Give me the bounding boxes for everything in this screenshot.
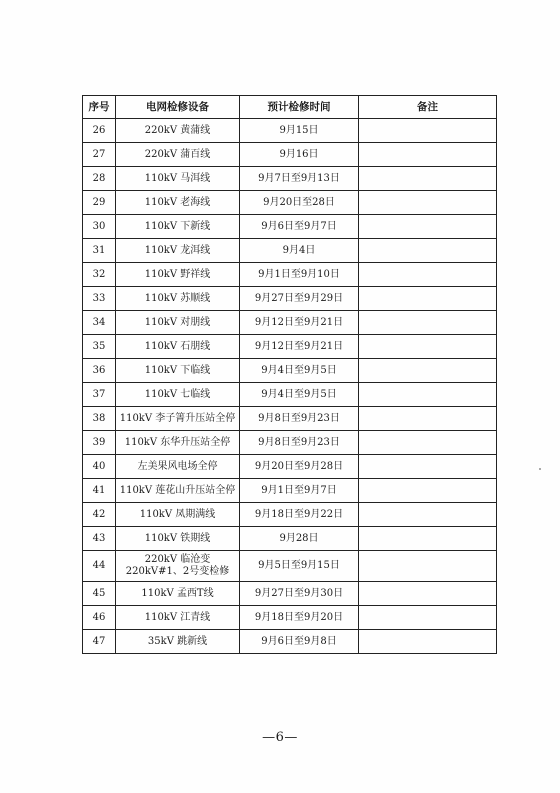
cell-serial-number: 44 bbox=[83, 551, 116, 582]
cell-serial-number: 38 bbox=[83, 407, 116, 431]
cell-remarks bbox=[359, 263, 497, 287]
cell-serial-number: 29 bbox=[83, 191, 116, 215]
table-row bbox=[83, 455, 497, 479]
cell-device: 110kV 野祥线 bbox=[116, 263, 240, 287]
table-row bbox=[83, 479, 497, 503]
cell-remarks bbox=[359, 407, 497, 431]
cell-remarks bbox=[359, 479, 497, 503]
table-row bbox=[83, 551, 497, 582]
table-body bbox=[83, 119, 497, 654]
cell-device: 110kV 江青线 bbox=[116, 606, 240, 630]
cell-remarks bbox=[359, 119, 497, 143]
cell-remarks bbox=[359, 143, 497, 167]
table-row bbox=[83, 630, 497, 654]
cell-maintenance-time: 9月12日至9月21日 bbox=[240, 311, 359, 335]
cell-maintenance-time: 9月8日至9月23日 bbox=[240, 431, 359, 455]
cell-device: 110kV 铁期线 bbox=[116, 527, 240, 551]
cell-maintenance-time: 9月4日至9月5日 bbox=[240, 383, 359, 407]
cell-device: 110kV 下临线 bbox=[116, 359, 240, 383]
table-row bbox=[83, 143, 497, 167]
cell-maintenance-time: 9月27日至9月30日 bbox=[240, 582, 359, 606]
table-row bbox=[83, 239, 497, 263]
cell-remarks bbox=[359, 167, 497, 191]
cell-device: 110kV 东华升压站全停 bbox=[116, 431, 240, 455]
cell-device: 110kV 李子箐升压站全停 bbox=[116, 407, 240, 431]
table-row bbox=[83, 119, 497, 143]
cell-device: 110kV 对朋线 bbox=[116, 311, 240, 335]
cell-maintenance-time: 9月15日 bbox=[240, 119, 359, 143]
cell-maintenance-time: 9月20日至9月28日 bbox=[240, 455, 359, 479]
cell-maintenance-time: 9月18日至9月20日 bbox=[240, 606, 359, 630]
cell-maintenance-time: 9月1日至9月10日 bbox=[240, 263, 359, 287]
cell-device: 110kV 苏顺线 bbox=[116, 287, 240, 311]
page-number: —6— bbox=[262, 730, 298, 745]
header-remarks: 备注 bbox=[359, 96, 497, 119]
cell-remarks bbox=[359, 503, 497, 527]
cell-serial-number: 40 bbox=[83, 455, 116, 479]
cell-maintenance-time: 9月8日至9月23日 bbox=[240, 407, 359, 431]
cell-device: 110kV 莲花山升压站全停 bbox=[116, 479, 240, 503]
cell-remarks bbox=[359, 311, 497, 335]
cell-remarks bbox=[359, 455, 497, 479]
cell-remarks bbox=[359, 287, 497, 311]
cell-maintenance-time: 9月18日至9月22日 bbox=[240, 503, 359, 527]
cell-serial-number: 47 bbox=[83, 630, 116, 654]
cell-device: 110kV 下新线 bbox=[116, 215, 240, 239]
cell-serial-number: 30 bbox=[83, 215, 116, 239]
table-row bbox=[83, 191, 497, 215]
cell-maintenance-time: 9月27日至9月29日 bbox=[240, 287, 359, 311]
cell-serial-number: 42 bbox=[83, 503, 116, 527]
cell-maintenance-time: 9月20日至28日 bbox=[240, 191, 359, 215]
cell-serial-number: 27 bbox=[83, 143, 116, 167]
cell-remarks bbox=[359, 431, 497, 455]
table-header bbox=[83, 96, 497, 119]
maintenance-schedule-table bbox=[82, 95, 497, 654]
cell-device: 110kV 孟西T线 bbox=[116, 582, 240, 606]
cell-maintenance-time: 9月16日 bbox=[240, 143, 359, 167]
cell-serial-number: 41 bbox=[83, 479, 116, 503]
cell-device: 110kV 马洱线 bbox=[116, 167, 240, 191]
cell-maintenance-time: 9月28日 bbox=[240, 527, 359, 551]
table-row bbox=[83, 167, 497, 191]
scan-speck bbox=[539, 468, 541, 470]
cell-serial-number: 46 bbox=[83, 606, 116, 630]
table-row bbox=[83, 359, 497, 383]
cell-remarks bbox=[359, 191, 497, 215]
cell-device: 110kV 龙洱线 bbox=[116, 239, 240, 263]
table-row bbox=[83, 527, 497, 551]
cell-device: 左美果风电场全停 bbox=[116, 455, 240, 479]
cell-maintenance-time: 9月6日至9月8日 bbox=[240, 630, 359, 654]
cell-maintenance-time: 9月5日至9月15日 bbox=[240, 551, 359, 582]
cell-maintenance-time: 9月4日至9月5日 bbox=[240, 359, 359, 383]
cell-remarks bbox=[359, 551, 497, 582]
table-row bbox=[83, 407, 497, 431]
cell-device: 35kV 跳新线 bbox=[116, 630, 240, 654]
cell-device: 110kV 凤期满线 bbox=[116, 503, 240, 527]
cell-serial-number: 35 bbox=[83, 335, 116, 359]
cell-device: 110kV 石朋线 bbox=[116, 335, 240, 359]
table-row bbox=[83, 335, 497, 359]
cell-remarks bbox=[359, 527, 497, 551]
cell-maintenance-time: 9月12日至9月21日 bbox=[240, 335, 359, 359]
cell-device: 110kV 老海线 bbox=[116, 191, 240, 215]
table-row bbox=[83, 606, 497, 630]
cell-remarks bbox=[359, 383, 497, 407]
cell-remarks bbox=[359, 335, 497, 359]
cell-remarks bbox=[359, 582, 497, 606]
table-row bbox=[83, 311, 497, 335]
cell-serial-number: 36 bbox=[83, 359, 116, 383]
table-row bbox=[83, 263, 497, 287]
cell-serial-number: 45 bbox=[83, 582, 116, 606]
header-device: 电网检修设备 bbox=[116, 96, 240, 119]
cell-maintenance-time: 9月6日至9月7日 bbox=[240, 215, 359, 239]
cell-device: 220kV 蒲百线 bbox=[116, 143, 240, 167]
cell-serial-number: 37 bbox=[83, 383, 116, 407]
table-row bbox=[83, 287, 497, 311]
cell-maintenance-time: 9月4日 bbox=[240, 239, 359, 263]
cell-remarks bbox=[359, 630, 497, 654]
cell-serial-number: 33 bbox=[83, 287, 116, 311]
cell-maintenance-time: 9月1日至9月7日 bbox=[240, 479, 359, 503]
cell-device: 220kV 黄蒲线 bbox=[116, 119, 240, 143]
cell-device: 220kV 临沧变 220kV#1、2号变检修 bbox=[116, 551, 240, 582]
cell-serial-number: 39 bbox=[83, 431, 116, 455]
table-row bbox=[83, 503, 497, 527]
cell-device: 110kV 七临线 bbox=[116, 383, 240, 407]
cell-serial-number: 43 bbox=[83, 527, 116, 551]
table-row bbox=[83, 431, 497, 455]
cell-remarks bbox=[359, 239, 497, 263]
cell-remarks bbox=[359, 606, 497, 630]
table-row bbox=[83, 215, 497, 239]
cell-remarks bbox=[359, 359, 497, 383]
cell-serial-number: 32 bbox=[83, 263, 116, 287]
cell-serial-number: 34 bbox=[83, 311, 116, 335]
cell-serial-number: 26 bbox=[83, 119, 116, 143]
cell-maintenance-time: 9月7日至9月13日 bbox=[240, 167, 359, 191]
cell-serial-number: 31 bbox=[83, 239, 116, 263]
table-row bbox=[83, 582, 497, 606]
cell-remarks bbox=[359, 215, 497, 239]
cell-serial-number: 28 bbox=[83, 167, 116, 191]
header-maintenance-time: 预计检修时间 bbox=[240, 96, 359, 119]
table-row bbox=[83, 383, 497, 407]
header-serial-number: 序号 bbox=[83, 96, 116, 119]
